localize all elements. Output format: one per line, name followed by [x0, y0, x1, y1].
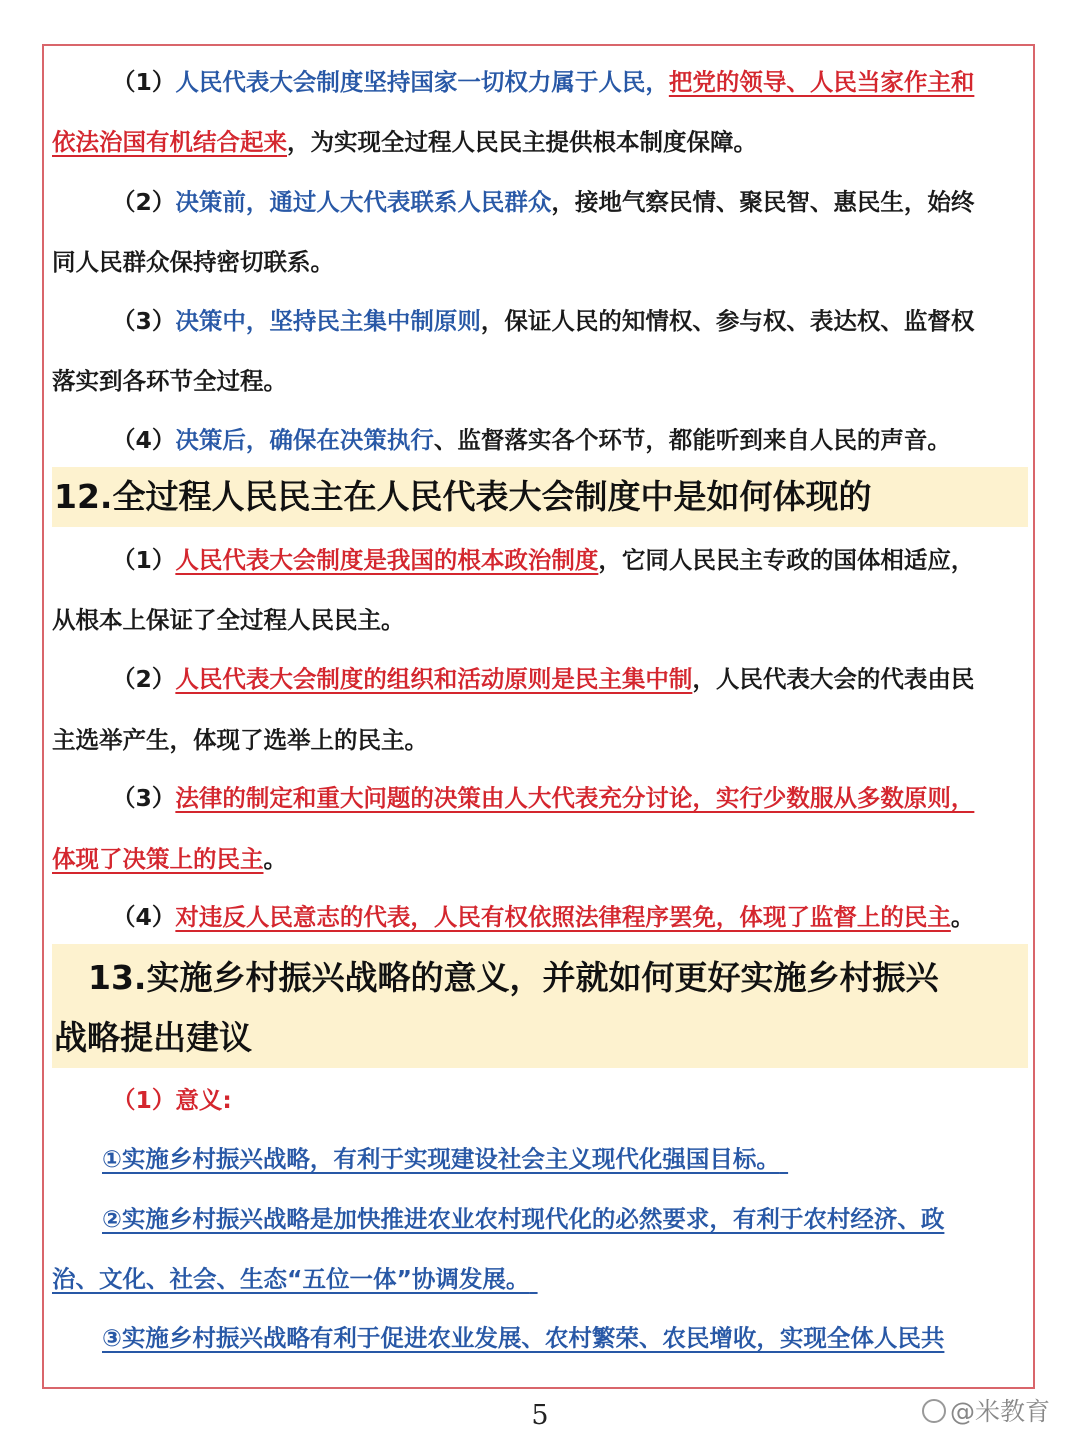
- item-text: 从根本上保证了全过程人民民主。: [52, 606, 405, 634]
- item-text-blue: ③实施乡村振兴战略有利于促进农业发展、农村繁荣、农民增收，实现全体人民共: [102, 1324, 945, 1352]
- item-text: 。: [950, 903, 975, 931]
- item-text: ，为实现全过程人民民主提供根本制度保障。: [287, 128, 757, 156]
- item-text-red: 对违反人民意志的代表，人民有权依照法律程序罢免，体现了监督上的民主: [175, 903, 951, 931]
- subsection-title: （1）意义:: [112, 1086, 232, 1114]
- item-text-blue: 决策前，通过人大代表联系人民群众: [175, 188, 552, 216]
- item-number: （4）: [112, 903, 176, 931]
- question-13-title-line2: 战略提出建议: [54, 1018, 252, 1057]
- question-12-title: 12.全过程人民民主在人民代表大会制度中是如何体现的: [54, 477, 872, 516]
- item-text-blue: 决策后，确保在决策执行: [175, 426, 434, 454]
- item-text: ，接地气察民情、聚民智、惠民生，始终: [551, 188, 975, 216]
- item-text: 主选举产生，体现了选举上的民主。: [52, 726, 428, 754]
- item-number: （4）: [112, 426, 176, 454]
- item-text-red: 人民代表大会制度是我国的根本政治制度: [175, 546, 599, 574]
- item-text: 同人民群众保持密切联系。: [52, 248, 334, 276]
- item-text-red: 把党的领导、人民当家作主和: [668, 68, 975, 96]
- item-number: （2）: [112, 665, 176, 693]
- item-text: 、监督落实各个环节，都能听到来自人民的声音。: [433, 426, 951, 454]
- item-number: （1）: [112, 546, 176, 574]
- item-text: ，人民代表大会的代表由民: [692, 665, 975, 693]
- item-number: （3）: [112, 784, 176, 812]
- watermark: [922, 1392, 1050, 1428]
- item-text: 落实到各环节全过程。: [52, 367, 287, 395]
- watermark-text: @米教育: [950, 1397, 1051, 1426]
- item-text-blue: 人民代表大会制度坚持国家一切权力属于人民，: [175, 68, 669, 96]
- item-text-blue: ①实施乡村振兴战略，有利于实现建设社会主义现代化强国目标。: [102, 1145, 780, 1173]
- item-text-red: 法律的制定和重大问题的决策由人大代表充分讨论，实行少数服从多数原则，: [175, 784, 975, 812]
- watermark-icon: [922, 1399, 946, 1423]
- item-text-red: 依法治国有机结合起来: [52, 128, 287, 156]
- question-13-title-line1: 13.实施乡村振兴战略的意义，并就如何更好实施乡村振兴: [88, 958, 939, 997]
- item-number: （1）: [112, 68, 176, 96]
- question-13-heading: [52, 944, 1028, 1068]
- question-12-heading: [52, 467, 1028, 527]
- item-text-blue: 治、文化、社会、生态“五位一体”协调发展。: [52, 1265, 530, 1293]
- item-text: 。: [263, 845, 287, 873]
- page-number: 5: [531, 1400, 549, 1431]
- item-text-red: 体现了决策上的民主: [52, 845, 264, 873]
- item-text-blue: 决策中，坚持民主集中制原则: [175, 307, 481, 335]
- item-text-red: 人民代表大会制度的组织和活动原则是民主集中制: [175, 665, 693, 693]
- item-number: （2）: [112, 188, 176, 216]
- item-text-blue: ②实施乡村振兴战略是加快推进农业农村现代化的必然要求，有利于农村经济、政: [102, 1205, 945, 1233]
- item-text: ，保证人民的知情权、参与权、表达权、监督权: [480, 307, 975, 335]
- item-text: ，它同人民民主专政的国体相适应，: [598, 546, 975, 574]
- item-number: （3）: [112, 307, 176, 335]
